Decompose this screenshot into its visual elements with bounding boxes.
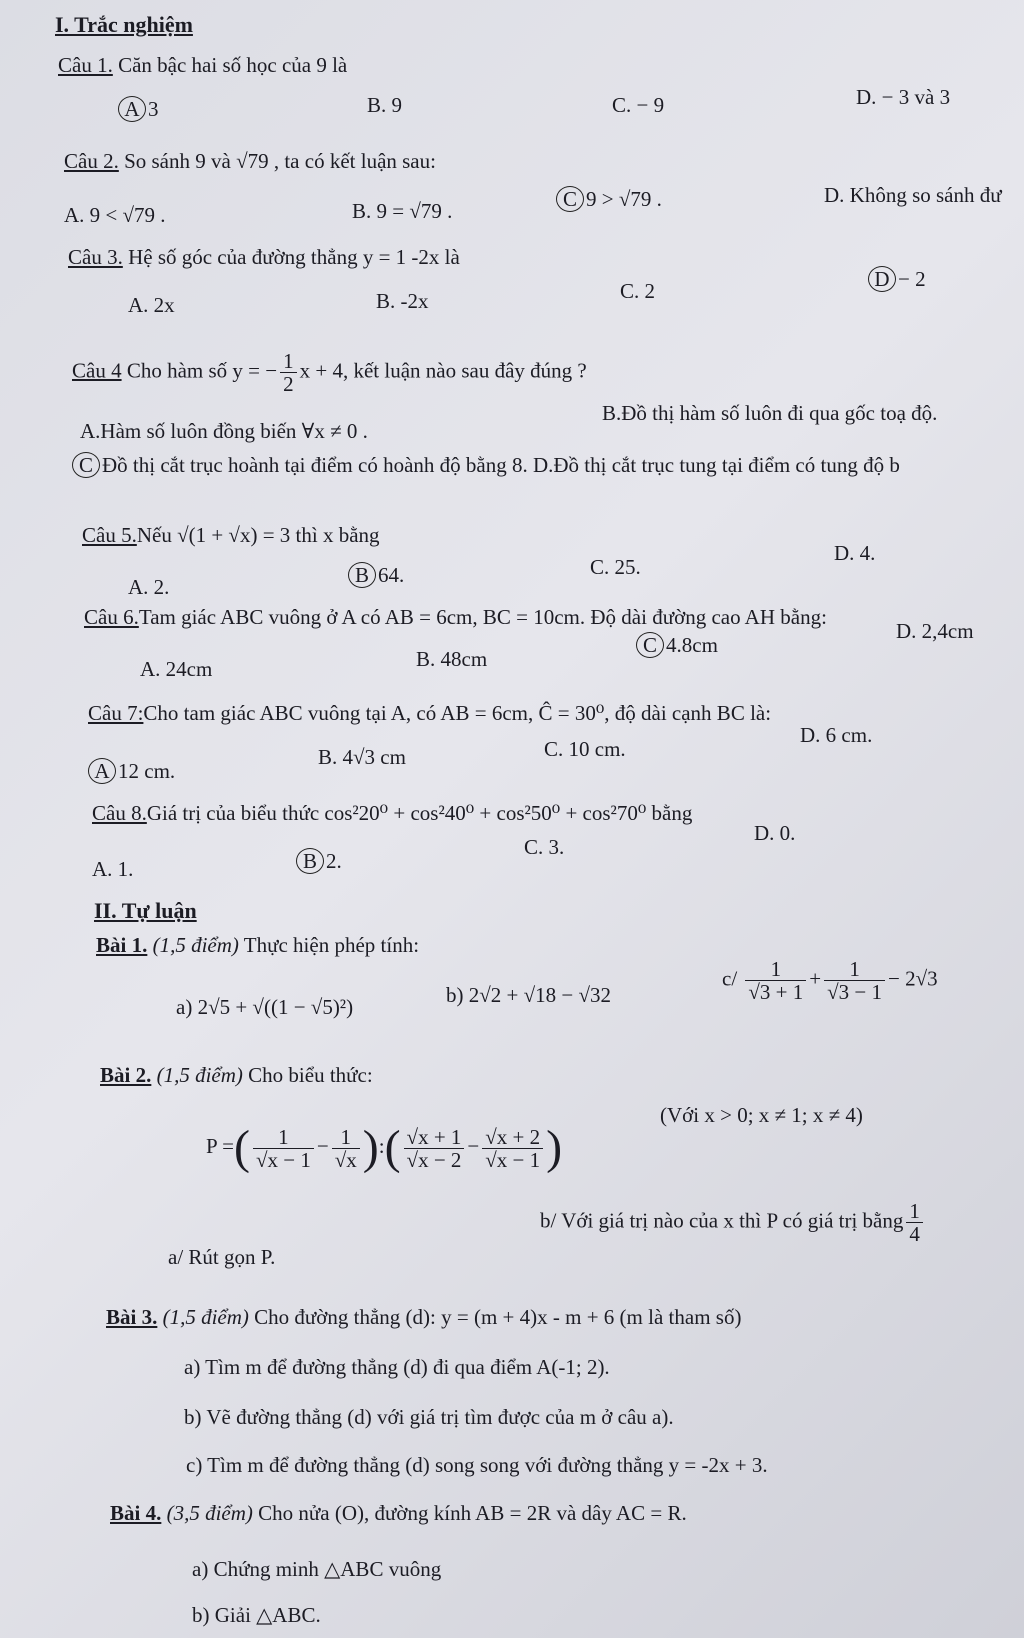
q5-option-d: D. 4. [834,541,876,565]
question-4-fraction: $\frac{1}{2}$ [280,350,297,395]
q6-option-b: B. 48cm [416,647,488,671]
exercise-2-points: (1,5 điểm) [156,1063,243,1087]
question-6-text: Tam giác ABC vuông ở A có AB = 6cm, BC = 10cm. Độ dài đường cao AH bằng: [138,605,827,629]
q5-option-c: C. 25. [590,555,641,579]
exercise-2-part-a: a/ Rút gọn P. [168,1245,276,1269]
q2-option-a: A. 9 < √79 . [64,203,166,227]
q8-option-d: D. 0. [754,821,796,845]
question-1 [58,52,347,78]
question-8-text: Giá trị của biểu thức cos²20⁰ + cos²40⁰ + cos²50⁰ + cos²70⁰ bằng [146,801,693,825]
exercise-1 [96,932,419,958]
question-5-text: Nếu √(1 + √x) = 3 thì x bằng [136,523,380,547]
answer-circle-mark: D [868,266,896,292]
q3-option-d: D − 2 [868,266,926,292]
q7-option-d: D. 6 cm. [800,723,873,747]
exercise-4-points: (3,5 điểm) [166,1501,253,1525]
exercise-1-c-fraction-1: $\frac{1}{√3 + 1}$ [745,958,806,1003]
question-5 [82,522,380,548]
q2-option-d: D. Không so sánh đư [824,183,1002,207]
q1-option-c: C. − 9 [612,93,665,117]
q4-option-a: A.Hàm số luôn đồng biến ∀x ≠ 0 . [80,419,368,443]
question-2-label: Câu 2. [64,149,119,173]
q1-option-a: A 3 [118,96,159,122]
exercise-4 [110,1500,687,1526]
exercise-4-part-a: a) Chứng minh △ABC vuông [192,1557,442,1581]
question-4-label: Câu 4 [72,358,122,383]
q4-option-b: B.Đồ thị hàm số luôn đi qua gốc toạ độ. [602,401,938,425]
exercise-1-part-c: c/ $\frac{1}{√3 + 1}$ + $\frac{1}{√3 - 1}$ − 2√3 [722,957,938,1004]
answer-circle-mark: C [556,186,584,212]
exercise-3-part-b: b) Vẽ đường thẳng (d) với giá trị tìm được của m ở câu a). [184,1405,674,1429]
q5-option-a: A. 2. [128,575,170,599]
answer-circle-mark: A [88,758,116,784]
exercise-1-text: Thực hiện phép tính: [243,933,420,957]
exercise-4-text: Cho nửa (O), đường kính AB = 2R và dây AC = R. [258,1501,687,1525]
q4-option-c-d: C Đồ thị cắt trục hoành tại điểm có hoành độ bằng 8. D.Đồ thị cắt trục tung tại điểm có tung độ b [72,452,1022,478]
exercise-2-condition: (Với x > 0; x ≠ 1; x ≠ 4) [660,1103,863,1127]
section-title-essay: II. Tự luận [94,898,197,923]
question-8 [92,800,692,826]
exercise-1-part-b: b) 2√2 + √18 − √32 [446,983,612,1007]
exercise-2 [100,1062,373,1088]
exercise-1-part-a: a) 2√5 + √((1 − √5)²) [176,995,354,1019]
question-7-label: Câu 7: [88,701,144,725]
exercise-4-part-b: b) Giải △ABC. [192,1603,321,1627]
question-1-label: Câu 1. [58,53,113,77]
q8-option-a: A. 1. [92,857,134,881]
q3-option-b: B. -2x [376,289,429,313]
answer-circle-mark: C [72,452,100,478]
exercise-2-expression: P =( $\frac{1}{√x - 1}$ − $\frac{1}{√x}$ ):( $\frac{√x + 1}{√x - 2}$ − $\frac{√x + 2}{√x - 1}$ ) [206,1121,563,1175]
q8-option-c: C. 3. [524,835,565,859]
q3-option-a: A. 2x [128,293,175,317]
question-8-label: Câu 8. [92,801,147,825]
exercise-1-points: (1,5 điểm) [152,933,239,957]
question-5-label: Câu 5. [82,523,137,547]
question-4 [72,350,587,395]
exercise-3-points: (1,5 điểm) [162,1305,249,1329]
question-6-label: Câu 6. [84,605,139,629]
question-6 [84,604,827,630]
q3-option-c: C. 2 [620,279,656,303]
question-4-text-end: x + 4, kết luận nào sau đây đúng ? [299,358,587,383]
q5-option-b: B 64. [348,562,404,588]
answer-circle-mark: A [118,96,146,122]
exercise-3 [106,1304,741,1330]
q6-option-c: C 4.8cm [636,632,718,658]
q6-option-d: D. 2,4cm [896,619,974,643]
question-3-label: Câu 3. [68,245,123,269]
answer-circle-mark: B [348,562,376,588]
question-7 [88,700,771,726]
answer-circle-mark: C [636,632,664,658]
q6-option-a: A. 24cm [140,657,213,681]
q7-option-a: A 12 cm. [88,758,175,784]
q1-option-b: B. 9 [367,93,403,117]
exercise-2-part-b: b/ Với giá trị nào của x thì P có giá trị bằng $\frac{1}{4}$ [540,1200,926,1245]
question-3 [68,244,460,270]
question-1-text: Căn bậc hai số học của 9 là [118,53,348,77]
exercise-2-text: Cho biểu thức: [248,1063,373,1087]
exercise-3-label: Bài 3. [106,1305,158,1329]
exercise-1-c-fraction-2: $\frac{1}{√3 - 1}$ [824,958,885,1003]
exercise-3-part-a: a) Tìm m để đường thẳng (d) đi qua điểm A(-1; 2). [184,1355,610,1379]
exercise-4-label: Bài 4. [110,1501,162,1525]
q7-option-c: C. 10 cm. [544,737,626,761]
exercise-3-text: Cho đường thẳng (d): y = (m + 4)x - m + 6 (m là tham số) [254,1305,742,1329]
question-2-text: So sánh 9 và √79 , ta có kết luận sau: [124,149,436,173]
question-2 [64,148,436,174]
question-7-text: Cho tam giác ABC vuông tại A, có AB = 6cm, Ĉ = 30⁰, độ dài cạnh BC là: [143,701,772,725]
q1-option-d: D. − 3 và 3 [856,85,951,109]
question-4-text-start: Cho hàm số y = − [126,358,278,383]
q2-option-b: B. 9 = √79 . [352,199,453,223]
exercise-2-label: Bài 2. [100,1063,152,1087]
question-3-text: Hệ số góc của đường thẳng y = 1 -2x là [128,245,460,269]
q8-option-b: B 2. [296,848,342,874]
q7-option-b: B. 4√3 cm [318,745,406,769]
answer-circle-mark: B [296,848,324,874]
exercise-3-part-c: c) Tìm m để đường thẳng (d) song song với đường thẳng y = -2x + 3. [186,1453,768,1477]
section-title-multiple-choice: I. Trắc nghiệm [55,12,193,37]
exercise-1-label: Bài 1. [96,933,148,957]
q2-option-c: C 9 > √79 . [556,186,662,212]
